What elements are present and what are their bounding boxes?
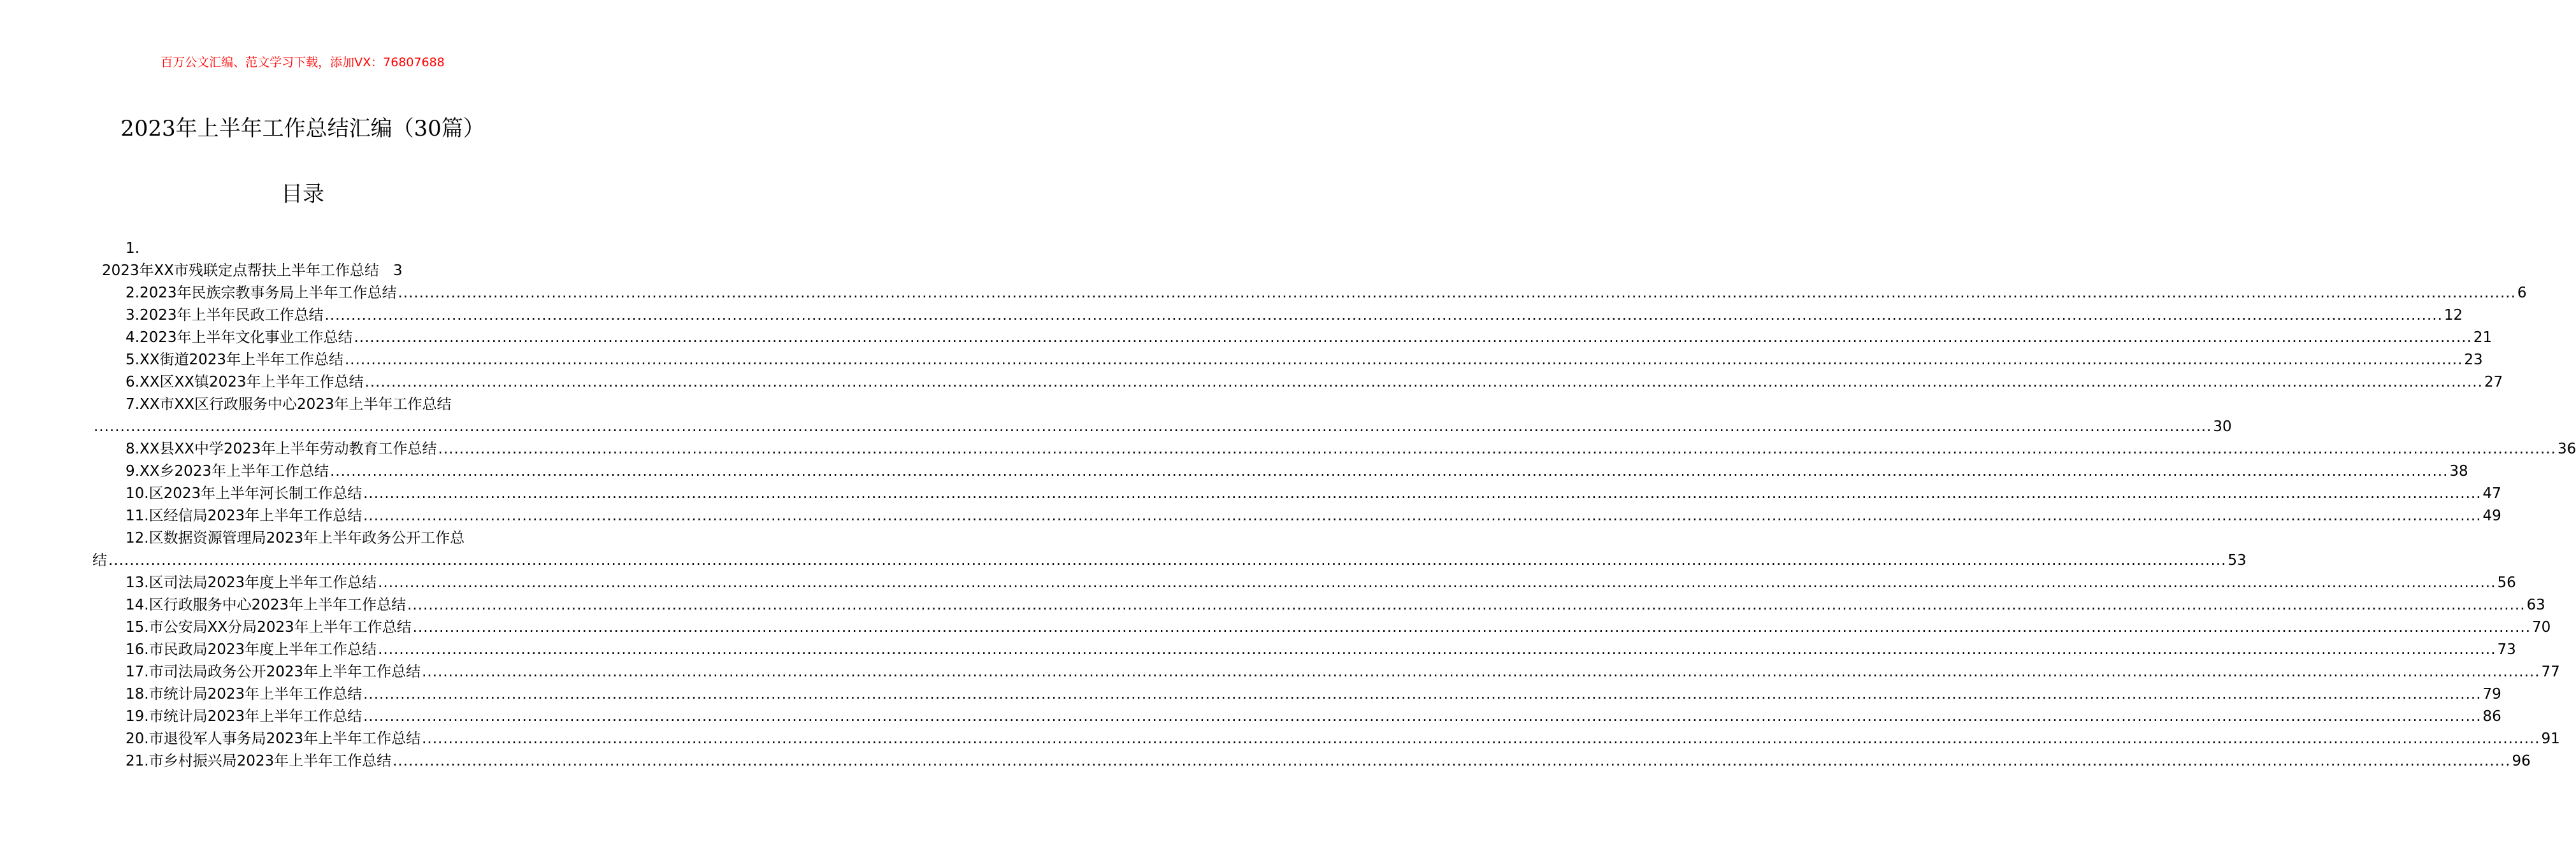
toc-entry-title: 10.区2023年上半年河长制工作总结 — [126, 485, 363, 502]
toc-entry[interactable] — [126, 327, 2493, 349]
toc-entry[interactable] — [126, 349, 2483, 371]
toc-entry-title: 21.市乡村振兴局2023年上半年工作总结 — [126, 753, 392, 769]
toc-leader-dots: ................................................................................................................................................................................................................................................................................................................................................................................................................ — [438, 441, 2556, 457]
toc-heading: 目录 — [281, 182, 324, 207]
toc-entry-title: 14.区行政服务中心2023年上半年工作总结 — [126, 597, 407, 613]
toc-entry-title: 18.市统计局2023年上半年工作总结 — [126, 686, 363, 703]
toc-leader-dots: ................................................................................................................................................................................................................................................................................................................................................................................................................ — [363, 485, 2482, 502]
toc-leader-dots: ................................................................................................................................................................................................................................................................................................................................................................................................................ — [363, 686, 2482, 703]
toc-leader-dots: ................................................................................................................................................................................................................................................................................................................................................................................................................ — [422, 664, 2540, 680]
toc-entry-page: 21 — [2473, 329, 2493, 346]
toc-entry[interactable] — [126, 483, 2501, 505]
header-note: 百万公文汇编、范文学习下载，添加VX：76807688 — [161, 55, 445, 69]
toc-leader-dots: ................................................................................................................................................................................................................................................................................................................................................................................................................ — [398, 285, 2516, 301]
toc-entry[interactable] — [126, 527, 513, 550]
toc-entry-title: 4.2023年上半年文化事业工作总结 — [126, 329, 353, 346]
toc-entry-page: 27 — [2484, 374, 2503, 390]
toc-leader-dots: ................................................................................................................................................................................................................................................................................................................................................................................................................ — [345, 352, 2463, 368]
toc-entry[interactable] — [102, 260, 510, 282]
toc-leader-dots: ................................................................................................................................................................................................................................................................................................................................................................................................................ — [412, 619, 2531, 636]
toc-entry-title: 15.市公安局XX分局2023年上半年工作总结 — [126, 619, 412, 636]
toc-entry-title: 20.市退役军人事务局2023年上半年工作总结 — [126, 731, 421, 747]
toc-entry[interactable] — [126, 282, 2527, 304]
toc-entry-title: 13.区司法局2023年度上半年工作总结 — [126, 574, 377, 591]
toc-leader-dots: ................................................................................................................................................................................................................................................................................................................................................................................................................ — [108, 552, 2227, 569]
toc-entry-title: 2023年XX市残联定点帮扶上半年工作总结 — [102, 262, 380, 279]
toc-entry-page: 30 — [2213, 418, 2232, 435]
toc-entry[interactable] — [126, 572, 2516, 594]
toc-leader-dots: ................................................................................................................................................................................................................................................................................................................................................................................................................ — [378, 574, 2496, 591]
toc-entry-page: 91 — [2541, 731, 2560, 747]
toc-entry-page: 3 — [393, 262, 403, 279]
toc-entry-title: 17.市司法局政务公开2023年上半年工作总结 — [126, 664, 421, 680]
toc-entry[interactable] — [126, 661, 2560, 683]
toc-leader-dots: ................................................................................................................................................................................................................................................................................................................................................................................................................ — [330, 463, 2449, 480]
toc-entry-page: 38 — [2449, 463, 2468, 480]
toc-entry[interactable] — [126, 304, 2463, 327]
toc-entry-page: 63 — [2526, 597, 2545, 613]
toc-entry-page: 49 — [2482, 508, 2501, 524]
toc-entry-page: 73 — [2497, 641, 2516, 658]
toc-leader-dots: ................................................................................................................................................................................................................................................................................................................................................................................................................ — [407, 597, 2526, 613]
toc-entry[interactable] — [126, 438, 2576, 460]
toc-leader-dots: ................................................................................................................................................................................................................................................................................................................................................................................................................ — [392, 753, 2511, 769]
toc-entry-title: 8.XX县XX中学2023年上半年劳动教育工作总结 — [126, 441, 437, 457]
toc-entry-continuation[interactable] — [92, 416, 2232, 438]
toc-entry-page: 86 — [2482, 708, 2501, 725]
document-title: 2023年上半年工作总结汇编（30篇） — [120, 116, 485, 141]
toc-entry-page: 79 — [2482, 686, 2501, 703]
toc-entry[interactable] — [126, 728, 2560, 750]
toc-entry-page: 47 — [2482, 485, 2501, 502]
toc-entry-number: 12. — [126, 530, 149, 546]
toc-entry[interactable] — [126, 394, 513, 416]
toc-entry[interactable] — [126, 594, 2545, 617]
toc-entry-page: 56 — [2497, 574, 2516, 591]
toc-entry[interactable] — [126, 617, 2551, 639]
toc-entry-page: 36 — [2557, 441, 2576, 457]
toc-leader-dots: ................................................................................................................................................................................................................................................................................................................................................................................................................ — [354, 329, 2472, 346]
toc-entry-title: 9.XX乡2023年上半年工作总结 — [126, 463, 329, 480]
toc-entry-title: 区数据资源管理局2023年上半年政务公开工作总 — [148, 530, 465, 546]
toc-entry-title-cont: 结 — [92, 552, 107, 569]
toc-entry-title: 19.市统计局2023年上半年工作总结 — [126, 708, 363, 725]
toc-entry-continuation[interactable] — [92, 550, 2247, 572]
toc-entry[interactable] — [126, 460, 2468, 483]
toc-entry[interactable] — [126, 505, 2501, 527]
toc-leader-dots: ................................................................................................................................................................................................................................................................................................................................................................................................................ — [363, 708, 2482, 725]
toc-leader-dots: ................................................................................................................................................................................................................................................................................................................................................................................................................ — [364, 374, 2483, 390]
toc-entry-page: 12 — [2443, 307, 2463, 324]
toc-entry-title: 3.2023年上半年民政工作总结 — [126, 307, 324, 324]
toc-leader-dots: ................................................................................................................................................................................................................................................................................................................................................................................................................ — [422, 731, 2540, 747]
toc-entry-page: 77 — [2541, 664, 2560, 680]
toc-leader-dots: ................................................................................................................................................................................................................................................................................................................................................................................................................ — [378, 641, 2496, 658]
toc-leader-dots: ................................................................................................................................................................................................................................................................................................................................................................................................................ — [363, 508, 2482, 524]
toc-entry-page: 6 — [2517, 285, 2527, 301]
toc-entry-number: 7. — [126, 396, 140, 413]
toc-entry-title: 2.2023年民族宗教事务局上半年工作总结 — [126, 285, 397, 301]
toc-entry-title: XX市XX区行政服务中心2023年上半年工作总结 — [139, 396, 452, 413]
toc-entry-title: 5.XX街道2023年上半年工作总结 — [126, 352, 343, 368]
toc-entry[interactable] — [126, 371, 2503, 394]
toc-entry[interactable] — [126, 750, 2531, 773]
toc-leader-dots: ................................................................................................................................................................................................................................................................................................................................................................................................................ — [324, 307, 2443, 324]
toc-leader-dots: ................................................................................................................................................................................................................................................................................................................................................................................................................ — [94, 418, 2212, 435]
toc-entry[interactable] — [126, 683, 2501, 706]
toc-entry[interactable] — [126, 639, 2516, 661]
toc-entry-title: 6.XX区XX镇2023年上半年工作总结 — [126, 374, 364, 390]
toc-entry[interactable] — [126, 706, 2501, 728]
toc-entry-page: 70 — [2532, 619, 2551, 636]
toc-entry-page: 96 — [2512, 753, 2531, 769]
toc-entry-page: 53 — [2227, 552, 2247, 569]
toc-entry-number: 1. — [126, 240, 140, 257]
toc-entry-title: 16.市民政局2023年度上半年工作总结 — [126, 641, 377, 658]
toc-entry-title: 11.区经信局2023年上半年工作总结 — [126, 508, 363, 524]
toc-entry-page: 23 — [2464, 352, 2483, 368]
toc-entry-number-line — [126, 238, 189, 260]
